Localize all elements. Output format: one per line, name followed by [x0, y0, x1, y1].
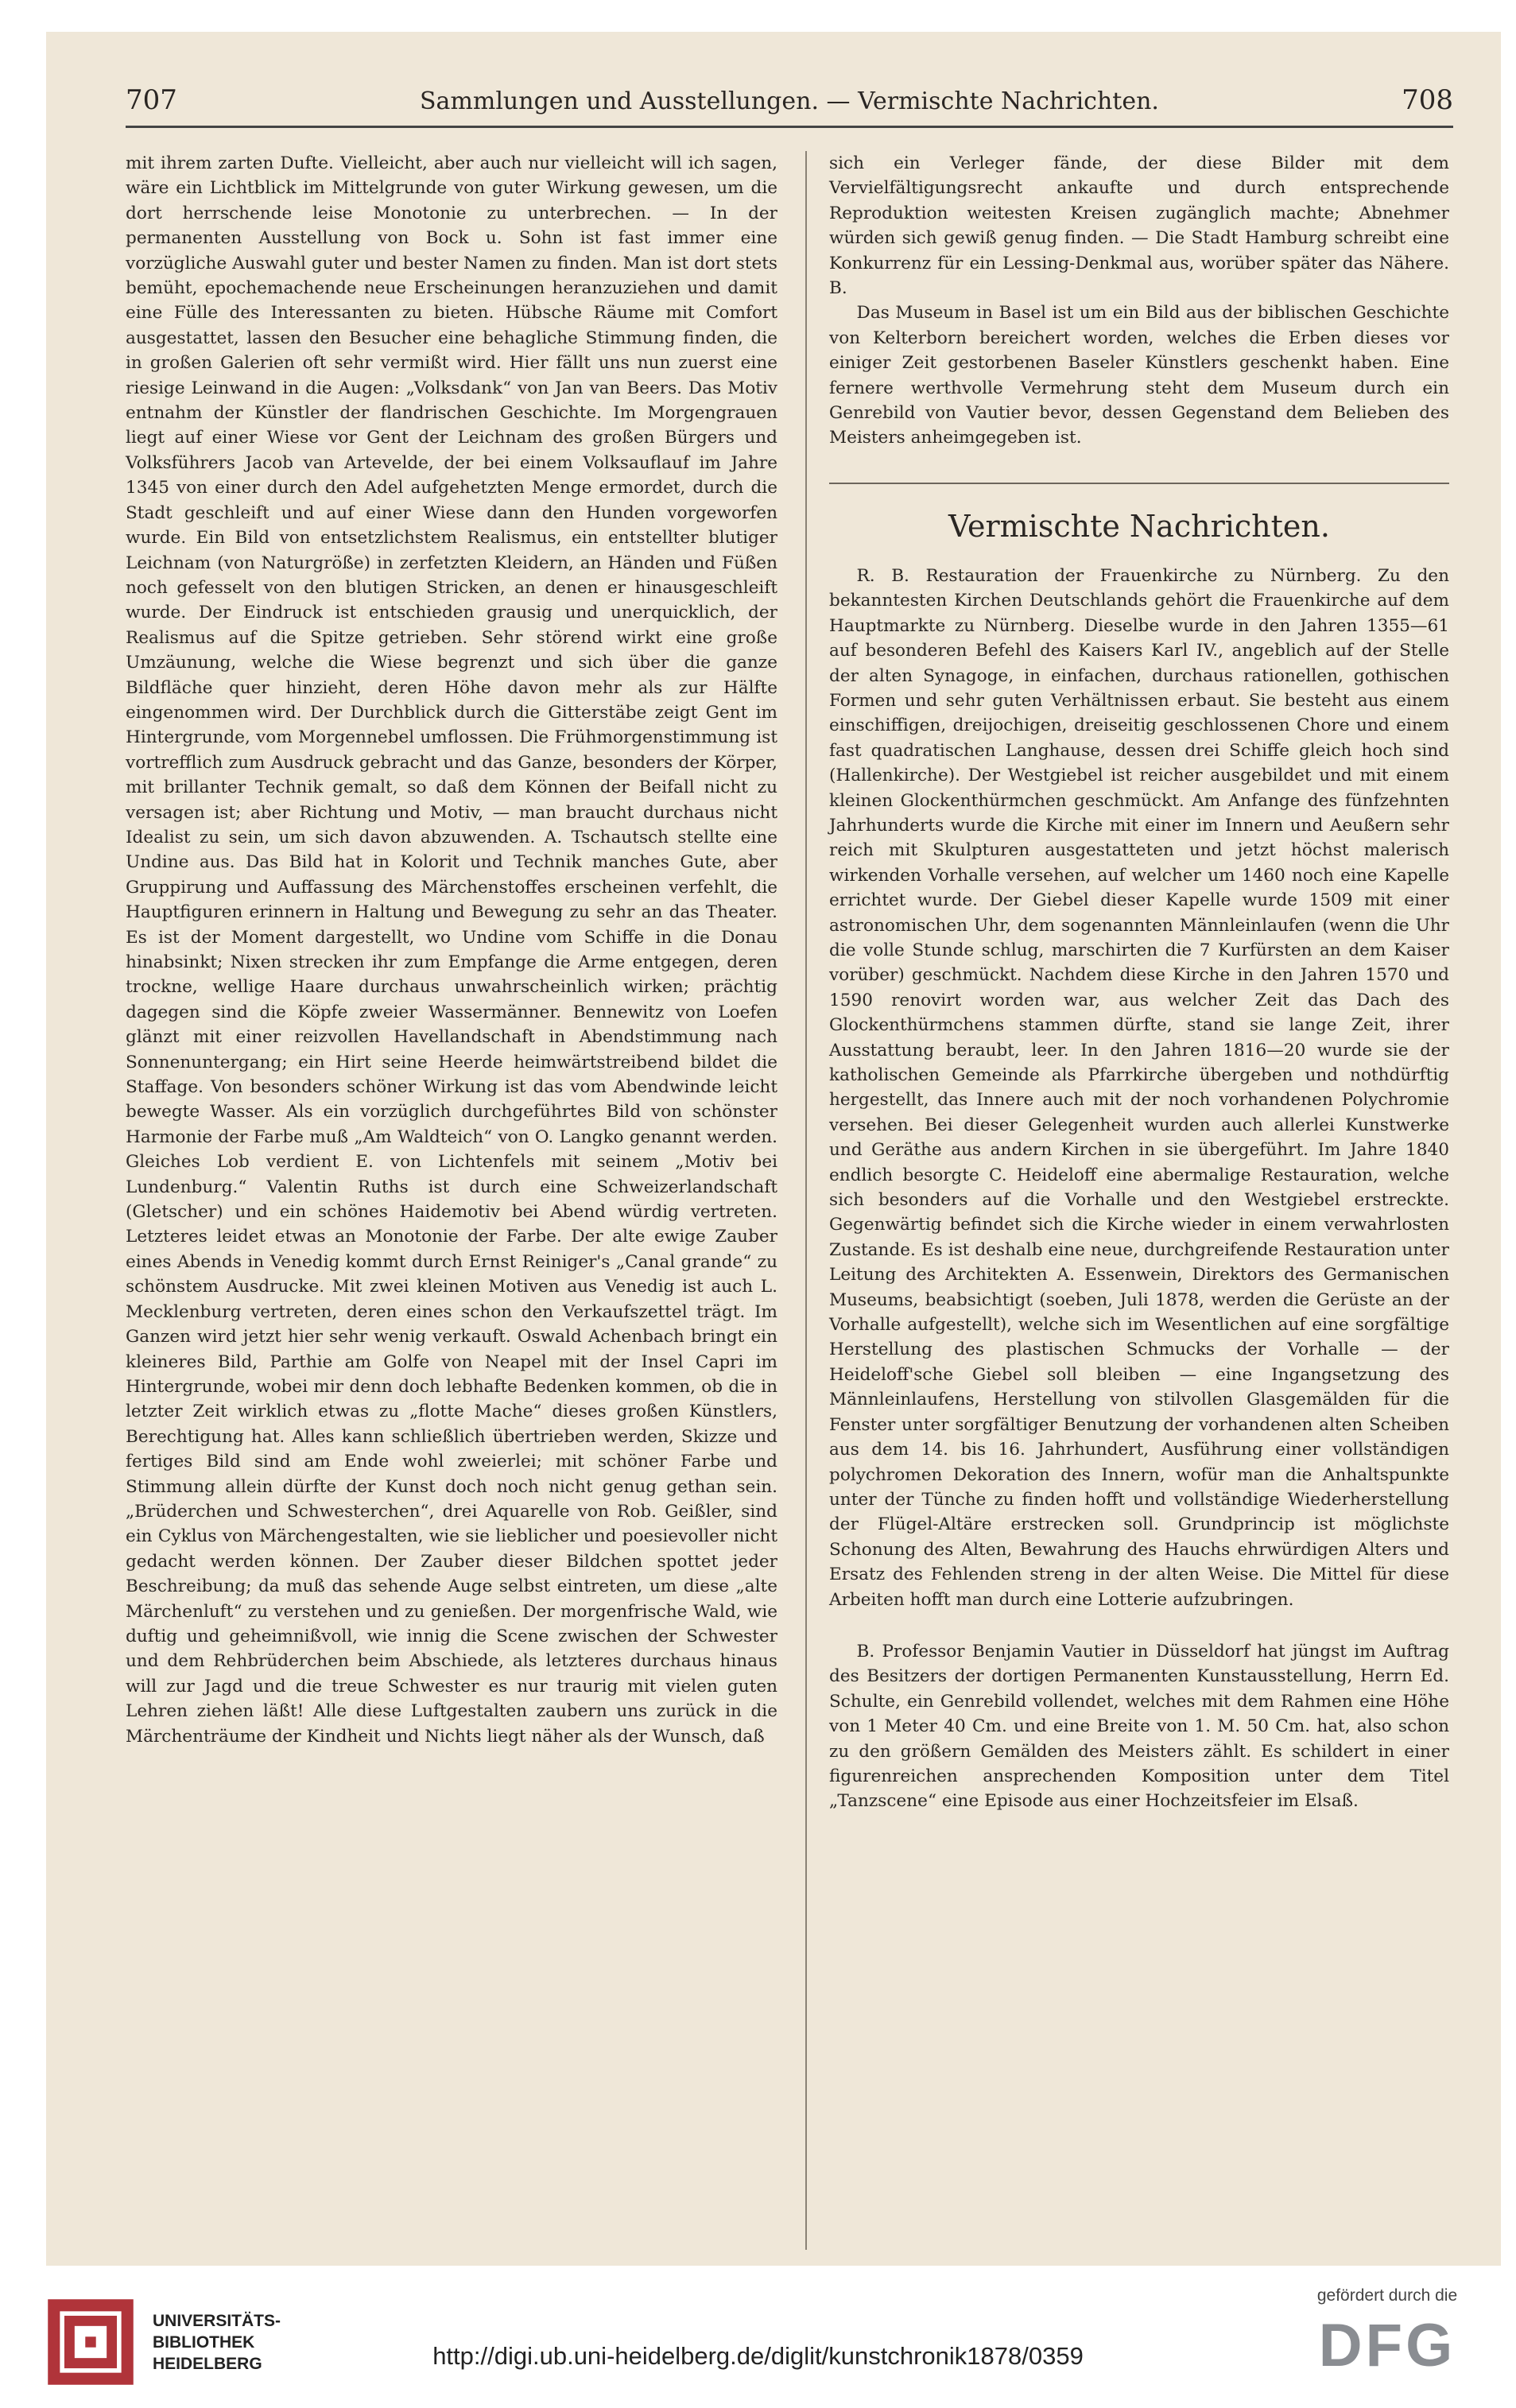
section-rule [829, 483, 1449, 484]
funding-notice [1300, 2286, 1475, 2382]
vautier-paragraph: B. Professor Benjamin Vautier in Düsseldorf hat jüngst im Auftrag des Besitzers der dortigen Permanenten Kunstausstellung, Herrn Ed. Schulte, ein Genrebild vollendet, welches mit dem Rahmen eine Höhe von 1 Meter 40 Cm. und eine Breite von 1. M. 50 Cm. hat, also schon zu den größern Gemälden des Meisters zählt. Es schildert in einer figurenreichen ansprechenden Komposition unter dem Titel „Tanzscene“ eine Episode aus einer Hochzeitsfeier im Elsaß. [829, 1641, 1449, 1812]
right-page-number: 708 [1402, 84, 1453, 116]
section-heading: Vermischte Nachrichten. [948, 508, 1330, 544]
right-column [829, 151, 1449, 1814]
frauenkirche-paragraph: R. B. Restauration der Frauenkirche zu Nürnberg. Zu den bekanntesten Kirchen Deutschlands gehört die Frauenkirche auf dem Hauptmarkte zu Nürnberg. Dieselbe wurde in den Jahren 1355—61 auf besonderen Befehl des Kaisers Karl IV., angeblich auf der Stelle der alten Synagoge, in einfachen, durchaus rationellen, gothischen Formen und sehr guten Verhältnissen erbaut. Sie besteht aus einem einschiffigen, dreijochigen, dreiseitig geschlossenen Chore und einem fast quadratischen Langhause, dessen drei Schiffe gleich hoch sind (Hallenkirche). Der Westgiebel ist reicher ausgebildet und mit einem kleinen Glockenthürmchen geschmückt. Am Anfange des fünfzehnten Jahrhunderts wurde die Kirche mit einer im Innern und Aeußern sehr reich mit Skulpturen ausgestatteten und jetzt höchst malerisch wirkenden Vorhalle versehen, auf welcher um 1460 noch eine Kapelle errichtet wurde. Der Giebel dieser Kapelle wurde 1509 mit einer astronomischen Uhr, dem sogenannten Männleinlaufen (wenn die Uhr die volle Stunde schlug, marschirten die 7 Kurfürsten an dem Kaiser vorüber) geschmückt. Nachdem diese Kirche in den Jahren 1570 und 1590 renovirt worden war, aus welcher Zeit das Dach des Glockenthürmchens stammen dürfte, stand sie lange Zeit, ihrer Ausstattung beraubt, leer. In den Jahren 1816—20 wurde sie der katholischen Gemeinde als Pfarrkirche übergeben und nothdürftig hergestellt, das Innere auch mit der noch vorhandenen Polychromie versehen. Bei dieser Gelegenheit wurden auch allerlei Kunstwerke und Geräthe aus andern Kirchen in sie übergeführt. Im Jahre 1840 endlich besorgte C. Heideloff eine abermalige Restauration, welche sich besonders auf die Vorhalle und den Westgiebel erstreckte. Gegenwärtig befindet sich die Kirche wieder in einem verwahrlosten Zustande. Es ist deshalb eine neue, durchgreifende Restauration unter Leitung des Architekten A. Essenwein, Direktors des Germanischen Museums, beabsichtigt (soeben, Juli 1878, werden die Gerüste an der Vorhalle aufgestellt), welche sich im Wesentlichen auf eine sorgfältige Herstellung des plastischen Schmucks der Vorhalle — der Heideloff'sche Giebel soll bleiben — eine Ingangsetzung des Männleinlaufens, Herstellung von stilvollen Glasgemälden für die Fenster unter sorgfältiger Benutzung der vorhandenen alten Scheiben aus dem 14. bis 16. Jahrhundert, Ausführung einer vollständigen polychromen Dekoration des Innern, wofür man die Anhaltspunkte unter der Tünche zu finden hofft und vollständige Wiederherstellung der Flügel-Altäre erstrecken soll. Grundprincip ist möglichste Schonung des Alten, Bewahrung des Hauchs ehrwürdigen Alters und Ersatz des Fehlenden streng in der alten Weise. Die Mittel für diese Arbeiten hofft man durch eine Lotterie aufzubringen. [829, 565, 1449, 1610]
source-url[interactable]: http://digi.ub.uni-heidelberg.de/diglit/kunstchronik1878/0359 [432, 2342, 1084, 2370]
running-title: Sammlungen und Ausstellungen. — Vermischte Nachrichten. [420, 87, 1159, 115]
article-paragraph: mit ihrem zarten Dufte. Vielleicht, aber auch nur vielleicht will ich sagen, wäre ein Lichtblick im Mittelgrunde von guter Wirkung gewesen, um die dort herrschende leise Monotonie zu unterbrechen. — In der permanenten Ausstellung von Bock u. Sohn ist fast immer eine vorzügliche Auswahl guter und bester Namen zu finden. Man ist dort stets bemüht, epochemachende neue Erscheinungen heranzuziehen und damit eine Fülle des Interessanten zu bieten. Hübsche Räume mit Comfort ausgestattet, lassen den Besucher eine behagliche Stimmung finden, die in großen Galerien oft sehr vermißt wird. Hier fällt uns nun zuerst eine riesige Leinwand in die Augen: „Volksdank“ von Jan van Beers. Das Motiv entnahm der Künstler der flandrischen Geschichte. Im Morgengrauen liegt auf einer Wiese vor Gent der Leichnam des großen Bürgers und Volksführers Jacob van Artevelde, der bei einem Volksauflauf im Jahre 1345 von einer durch den Adel aufgehetzten Menge ermordet, durch die Stadt geschleift und auf einer Wiese dann den Hunden vorgeworfen wurde. Ein Bild von entsetzlichstem Realismus, ein entstellter blutiger Leichnam (von Naturgröße) in zerfetzten Kleidern, an Händen und Füßen noch gefesselt von den blutigen Stricken, an denen er hinausgeschleift wurde. Der Eindruck ist entschieden grausig und unerquicklich, der Realismus auf die Spitze getrieben. Sehr störend wirkt eine große Umzäunung, welche die Wiese begrenzt und sich über die ganze Bildfläche quer hinzieht, deren Höhe davon mehr als zur Hälfte eingenommen wird. Der Durchblick durch die Gitterstäbe zeigt Gent im Hintergrunde, vom Morgennebel umflossen. Die Frühmorgenstimmung ist vortrefflich zum Ausdruck gebracht und das Ganze, besonders der Körper, mit brillanter Technik gemalt, so daß dem Können der Beifall nicht zu versagen ist; aber Richtung und Motiv, — man braucht durchaus nicht Idealist zu sein, um sich davon abzuwenden. A. Tschautsch stellte eine Undine aus. Das Bild hat in Kolorit und Technik manches Gute, aber Gruppirung und Auffassung des Märchenstoffes erscheinen verfehlt, die Hauptfiguren erinnern in Haltung und Bewegung zu sehr an das Theater. Es ist der Moment dargestellt, wo Undine vom Schiffe in die Donau hinabsinkt; Nixen strecken ihr zum Empfange die Arme entgegen, deren trockne, wellige Haare durchaus unwahrscheinlich wirken; prächtig dagegen sind die Köpfe zweier Wassermänner. Bennewitz von Loefen glänzt mit einer reizvollen Havellandschaft in Abendstimmung nach Sonnenuntergang; ein Hirt seine Heerde heimwärtstreibend bildet die Staffage. Von besonders schöner Wirkung ist das vom Abendwinde leicht bewegte Wasser. Als ein vorzüglich durchgeführtes Bild von schönster Harmonie der Farbe muß „Am Waldteich“ von O. Langko genannt werden. Gleiches Lob verdient E. von Lichtenfels mit seinem „Motiv bei Lundenburg.“ Valentin Ruths ist durch eine Schweizerlandschaft (Gletscher) und ein schönes Haidemotiv bei Abend würdig vertreten. Letzteres leidet etwas an Monotonie der Farbe. Der alte ewige Zauber eines Abends in Venedig kommt durch Ernst Reiniger's „Canal grande“ zu schönstem Ausdrucke. Mit zwei kleinen Motiven aus Venedig ist auch L. Mecklenburg vertreten, deren eines schon den Verkaufszettel trägt. Im Ganzen wird jetzt hier sehr wenig verkauft. Oswald Achenbach bringt ein kleineres Bild, Parthie am Golfe von Neapel mit der Insel Capri im Hintergrunde, wobei mir denn doch lebhafte Bedenken kommen, ob die in letzter Zeit wirklich etwas zu „flotte Mache“ dieses großen Künstlers, Berechtigung hat. Alles kann schließlich übertrieben werden, Skizze und fertiges Bild sind am Ende wohl zweierlei; mit schöner Farbe und Stimmung allein dürfte der Kunst doch noch nicht genug gethan sein. „Brüderchen und Schwesterchen“, drei Aquarelle von Rob. Geißler, sind ein Cyklus von Märchengestalten, wie sie lieblicher und poesievoller nicht gedacht werden können. Der Zauber dieser Bildchen spottet jeder Beschreibung; da muß das sehende Auge selbst eintreten, um diese „alte Märchenluft“ zu verstehen und zu genießen. Der morgenfrische Wald, wie duftig und geheimnißvoll, wie innig die Scene zwischen der Schwester und dem Rehbrüderchen beim Abschiede, als letzteres durchaus hinaus will zur Jagd und die treue Schwester es nur traurig mit vielen guten Lehren ziehen läßt! Alle diese Luftgestalten zaubern uns zurück in die Märchenträume der Kindheit und Nichts liegt näher als der Wunsch, daß [126, 153, 777, 1747]
library-name: UNIVERSITÄTS- BIBLIOTHEK HEIDELBERG [153, 2311, 281, 2373]
dfg-logo: DFG [1318, 2312, 1456, 2379]
left-page-number: 707 [126, 84, 177, 116]
scanned-page [46, 32, 1501, 2266]
footer-bar [0, 2274, 1516, 2408]
running-header [126, 70, 1453, 128]
article-paragraph: sich ein Verleger fände, der diese Bilder mit dem Vervielfältigungsrecht ankaufte und durch entsprechende Reproduktion weitesten Kreisen zugänglich machte; Abnehmer würden sich gewiß genug finden. — Die Stadt Hamburg schreibt eine Konkurrenz für ein Lessing-Denkmal aus, worüber später das Nähere. B. [829, 153, 1449, 299]
column-divider [805, 151, 807, 2250]
left-column [126, 151, 777, 1749]
museum-basel-paragraph: Das Museum in Basel ist um ein Bild aus der biblischen Geschichte von Kelterborn bereichert worden, welches die Erben dieses vor einiger Zeit gestorbenen Baseler Künstlers geschenkt haben. Eine fernere werthvolle Vermehrung steht dem Museum durch ein Genrebild von Vautier bevor, dessen Gegenstand dem Belieben des Meisters anheimgegeben ist. [829, 303, 1449, 448]
funding-label: gefördert durch die [1316, 2286, 1458, 2305]
